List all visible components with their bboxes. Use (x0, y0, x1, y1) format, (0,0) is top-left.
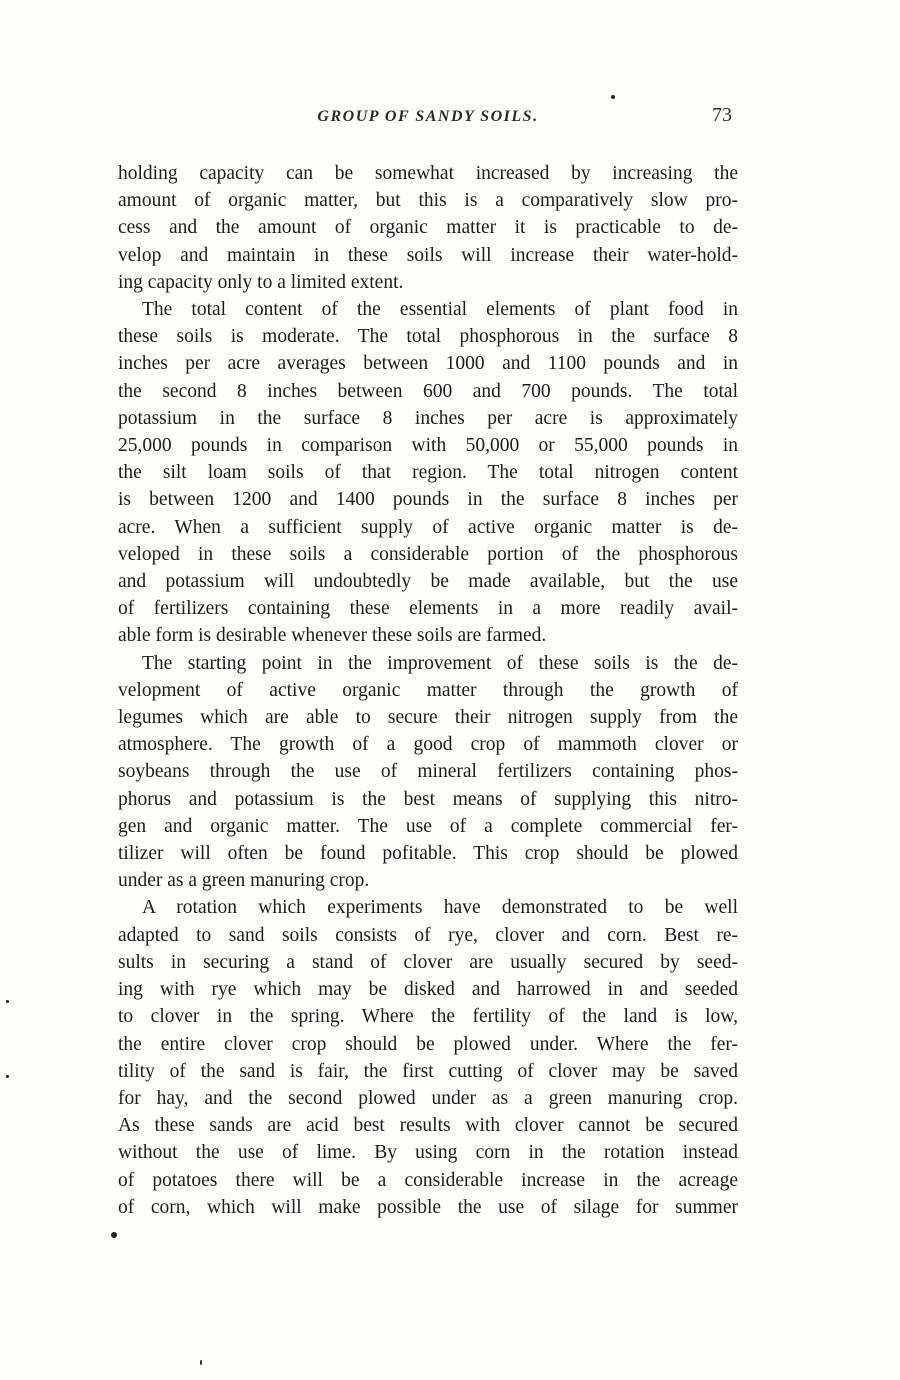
text-line: velopment of active organic matter through the growth of (118, 679, 738, 701)
text-line: As these sands are acid best results with clover cannot be secured (118, 1115, 738, 1137)
text-line: potassium in the surface 8 inches per acre is approximately (118, 407, 738, 429)
text-line: without the use of lime. By using corn in the rotation instead (118, 1142, 738, 1164)
text-line: The total content of the essential elements of plant food in (142, 299, 738, 321)
text-line: of corn, which will make possible the use of silage for summer (118, 1196, 738, 1218)
text-line: A rotation which experiments have demonstrated to be well (142, 897, 738, 919)
text-line: and potassium will undoubtedly be made available, but the use (118, 571, 738, 593)
page-number: 73 (712, 104, 732, 126)
text-line: amount of organic matter, but this is a comparatively slow pro- (118, 190, 738, 212)
text-line: to clover in the spring. Where the fertility of the land is low, (118, 1006, 738, 1028)
text-line: these soils is moderate. The total phosphorous in the surface 8 (118, 326, 738, 348)
text-line: inches per acre averages between 1000 and 1100 pounds and in (118, 353, 738, 375)
paragraph-3 (118, 650, 738, 895)
body-text (118, 160, 738, 1221)
text-line: velop and maintain in these soils will increase their water-hold- (118, 244, 738, 266)
text-line: tility of the sand is fair, the first cutting of clover may be saved (118, 1060, 738, 1082)
scan-speck (200, 1360, 202, 1365)
paragraph-4 (118, 894, 738, 1220)
text-line: able form is desirable whenever these soils are farmed. (118, 625, 547, 647)
text-line: of fertilizers containing these elements in a more readily avail- (118, 598, 738, 620)
text-line: cess and the amount of organic matter it is practicable to de- (118, 217, 738, 239)
text-line: holding capacity can be somewhat increased by increasing the (118, 163, 738, 184)
text-line: for hay, and the second plowed under as a green manuring crop. (118, 1087, 738, 1109)
text-line: phorus and potassium is the best means of supplying this nitro- (118, 788, 738, 810)
text-line: veloped in these soils a considerable portion of the phosphorous (118, 543, 738, 565)
text-line: atmosphere. The growth of a good crop of mammoth clover or (118, 734, 738, 756)
text-line: legumes which are able to secure their nitrogen supply from the (118, 707, 738, 729)
scan-speck (111, 1232, 117, 1238)
text-line: tilizer will often be found pofitable. This crop should be plowed (118, 843, 738, 865)
text-line: acre. When a sufficient supply of active organic matter is de- (118, 516, 738, 538)
paragraph-2 (118, 296, 738, 650)
text-line: gen and organic matter. The use of a complete commercial fer- (118, 815, 738, 837)
text-line: ing capacity only to a limited extent. (118, 271, 404, 293)
text-line: 25,000 pounds in comparison with 50,000 or 55,000 pounds in (118, 435, 738, 457)
text-line: of potatoes there will be a considerable increase in the acreage (118, 1169, 738, 1191)
text-line: sults in securing a stand of clover are usually secured by seed- (118, 951, 738, 973)
text-line: is between 1200 and 1400 pounds in the surface 8 inches per (118, 489, 738, 511)
scan-speck (6, 1075, 9, 1078)
text-line: adapted to sand soils consists of rye, clover and corn. Best re- (118, 924, 738, 946)
text-line: under as a green manuring crop. (118, 870, 370, 892)
running-title: GROUP OF SANDY SOILS. (317, 108, 539, 125)
paragraph-1 (118, 160, 738, 296)
text-line: the entire clover crop should be plowed under. Where the fer- (118, 1033, 738, 1055)
text-line: The starting point in the improvement of these soils is the de- (142, 652, 738, 674)
scan-speck (611, 95, 615, 99)
scan-speck (6, 1000, 9, 1003)
text-line: the silt loam soils of that region. The total nitrogen content (118, 462, 738, 484)
text-line: the second 8 inches between 600 and 700 pounds. The total (118, 380, 738, 402)
text-line: ing with rye which may be disked and harrowed in and seeded (118, 979, 738, 1001)
text-line: soybeans through the use of mineral fertilizers containing phos- (118, 761, 738, 783)
running-head (118, 104, 738, 134)
